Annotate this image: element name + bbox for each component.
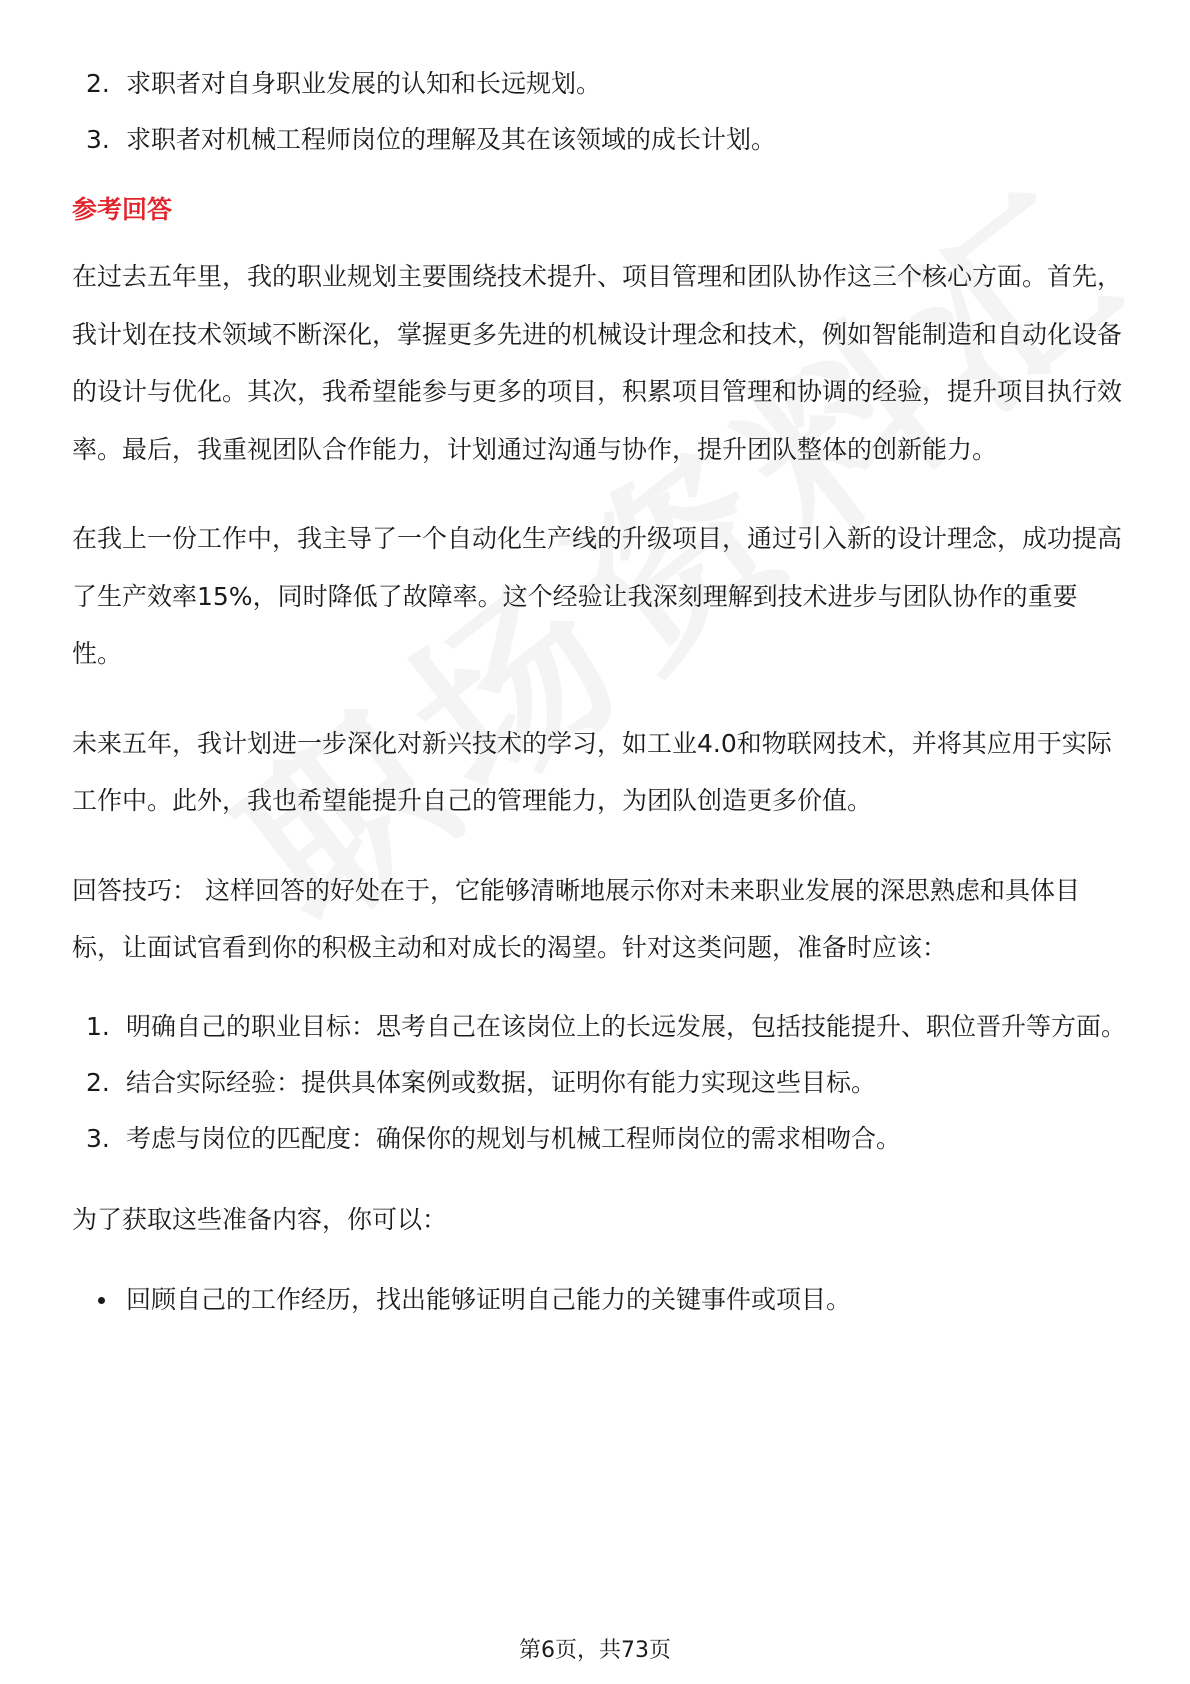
bullet-dot-icon — [98, 1297, 105, 1304]
top-numbered-list — [72, 56, 1127, 168]
list-text: 结合实际经验：提供具体案例或数据，证明你有能力实现这些目标。 — [126, 1067, 877, 1097]
paragraph-experience: 在我上一份工作中，我主导了一个自动化生产线的升级项目，通过引入新的设计理念，成功提高了生产效率15%，同时降低了故障率。这个经验让我深刻理解到技术进步与团队协作的重要性。 — [72, 524, 1123, 668]
page-footer: 第6页，共73页 — [519, 1638, 671, 1663]
list-text: 明确自己的职业目标：思考自己在该岗位上的长远发展，包括技能提升、职位晋升等方面。 — [126, 1011, 1127, 1041]
bullet-list — [72, 1272, 1127, 1328]
answer-heading: 参考回答 — [72, 195, 173, 224]
list-item — [72, 1272, 1127, 1328]
list-item — [72, 999, 1127, 1055]
paragraph-future: 未来五年，我计划进一步深化对新兴技术的学习，如工业4.0和物联网技术，并将其应用于实际工作中。此外，我也希望能提升自己的管理能力，为团队创造更多价值。 — [72, 728, 1112, 815]
list-item — [72, 112, 1127, 168]
list-item — [72, 1055, 1127, 1111]
list-text: 求职者对自身职业发展的认知和长远规划。 — [126, 69, 602, 98]
paragraph-tips: 回答技巧： 这样回答的好处在于，它能够清晰地展示你对未来职业发展的深思熟虑和具体目标，让面试官看到你的积极主动和对成长的渴望。针对这类问题，准备时应该： — [72, 875, 1080, 962]
list-item — [72, 56, 1127, 112]
paragraph-plan: 在过去五年里，我的职业规划主要围绕技术提升、项目管理和团队协作这三个核心方面。首先，我计划在技术领域不断深化，掌握更多先进的机械设计理念和技术，例如智能制造和自动化设备的设计与优化。其次，我希望能参与更多的项目，积累项目管理和协调的经验，提升项目执行效率。最后，我重视团队合作能力，计划通过沟通与协作，提升团队整体的创新能力。 — [72, 262, 1123, 464]
prep-intro: 为了获取这些准备内容，你可以： — [72, 1204, 448, 1234]
list-item — [72, 1111, 1127, 1167]
list-number: 2. — [86, 69, 110, 98]
list-number: 3. — [86, 125, 110, 154]
list-text: 考虑与岗位的匹配度：确保你的规划与机械工程师岗位的需求相吻合。 — [126, 1123, 902, 1153]
list-number: 1. — [86, 1011, 110, 1041]
list-text: 回顾自己的工作经历，找出能够证明自己能力的关键事件或项目。 — [126, 1285, 852, 1314]
list-text: 求职者对机械工程师岗位的理解及其在该领域的成长计划。 — [126, 125, 777, 154]
page-content — [72, 56, 1127, 1328]
list-number: 3. — [86, 1123, 110, 1153]
list-number: 2. — [86, 1067, 110, 1097]
tips-numbered-list — [72, 999, 1127, 1167]
